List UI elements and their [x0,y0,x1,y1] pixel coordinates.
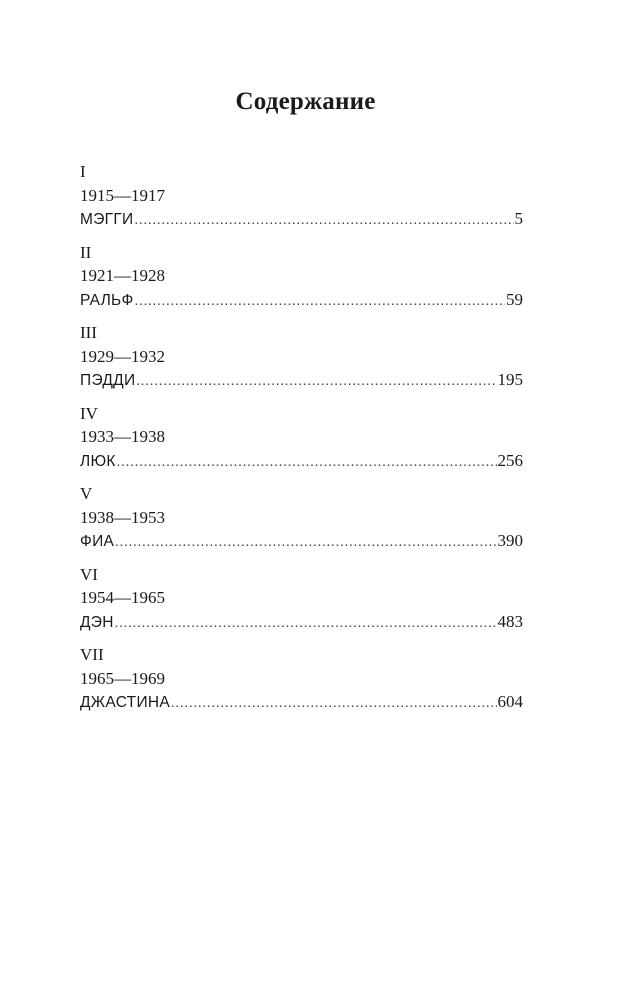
part-title: ДЭН [80,613,114,631]
toc-entry[interactable] [80,610,523,634]
part-years: 1921—1928 [80,266,165,285]
page-number: 604 [497,692,523,711]
toc-part [80,482,523,553]
part-years: 1965—1969 [80,668,165,688]
toc-part [80,402,523,473]
toc-part [80,643,523,714]
toc-part [80,563,523,634]
dot-leader [171,692,496,716]
part-years: 1929—1932 [80,346,165,366]
toc-entry[interactable] [80,449,523,473]
page-title: Содержание [235,88,376,115]
part-title: МЭГГИ [80,211,134,228]
part-numeral: IV [80,403,98,423]
page-number: 483 [497,611,523,631]
table-of-contents [80,160,523,724]
toc-part [80,321,523,392]
page-number: 390 [497,531,523,550]
toc-entry[interactable] [80,529,523,553]
dot-leader [117,451,497,475]
page-number: 59 [506,289,523,309]
page-number: 195 [497,370,523,389]
part-years: 1938—1953 [80,507,165,527]
toc-entry[interactable] [80,690,523,714]
toc-part [80,241,523,312]
part-numeral: II [80,242,92,262]
part-years: 1915—1917 [80,185,165,205]
part-numeral: VI [80,564,98,584]
part-years: 1954—1965 [80,588,165,607]
page-number: 256 [497,450,523,470]
dot-leader [115,531,496,555]
dot-leader [136,370,496,394]
part-numeral: V [80,484,93,503]
part-title: ПЭДДИ [80,372,136,389]
dot-leader [115,612,497,636]
part-numeral: I [80,162,86,181]
toc-entry[interactable] [80,288,523,312]
part-title: ФИА [80,533,115,550]
toc-part [80,160,523,231]
part-numeral: VII [80,645,104,664]
page-number: 5 [514,209,523,228]
part-years: 1933—1938 [80,427,165,446]
part-title: РАЛЬФ [80,291,134,309]
part-numeral: III [80,323,97,342]
part-title: ДЖАСТИНА [80,694,171,711]
dot-leader [135,290,505,314]
dot-leader [134,209,513,233]
toc-entry[interactable] [80,368,523,392]
part-title: ЛЮК [80,452,116,470]
toc-entry[interactable] [80,207,523,231]
